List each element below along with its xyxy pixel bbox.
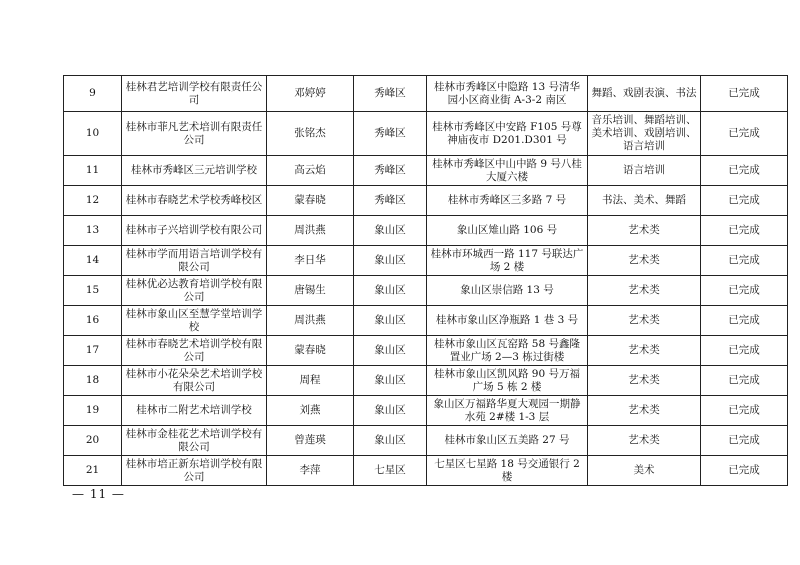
- address-cell: 桂林市象山区五美路 27 号: [427, 426, 588, 456]
- address-cell: 象山区崇信路 13 号: [427, 276, 588, 306]
- page-number: — 11 —: [72, 487, 125, 501]
- school-name-cell: 桂林优必达教育培训学校有限公司: [122, 276, 267, 306]
- school-name-cell: 桂林市小花朵朵艺术培训学校有限公司: [122, 366, 267, 396]
- row-number-cell: 13: [64, 216, 122, 246]
- row-number-cell: 19: [64, 396, 122, 426]
- training-scope-cell: 艺术类: [588, 216, 701, 246]
- address-cell: 七星区七星路 18 号交通银行 2 楼: [427, 456, 588, 486]
- district-cell: 象山区: [354, 276, 427, 306]
- status-cell: 已完成: [701, 186, 788, 216]
- row-number-cell: 16: [64, 306, 122, 336]
- district-cell: 象山区: [354, 336, 427, 366]
- address-cell: 桂林市象山区净瓶路 1 巷 3 号: [427, 306, 588, 336]
- contact-person-cell: 蒙春晓: [267, 336, 354, 366]
- table-row: [64, 112, 788, 156]
- contact-person-cell: 蒙春晓: [267, 186, 354, 216]
- address-cell: 桂林市秀峰区三多路 7 号: [427, 186, 588, 216]
- district-cell: 象山区: [354, 306, 427, 336]
- row-number-cell: 18: [64, 366, 122, 396]
- contact-person-cell: 高云焰: [267, 156, 354, 186]
- row-number-cell: 15: [64, 276, 122, 306]
- address-cell: 桂林市象山区瓦窑路 58 号鑫隆置业广场 2—3 栋过街楼: [427, 336, 588, 366]
- training-scope-cell: 美术: [588, 456, 701, 486]
- table-row: [64, 216, 788, 246]
- row-number-cell: 11: [64, 156, 122, 186]
- training-scope-cell: 艺术类: [588, 366, 701, 396]
- status-cell: 已完成: [701, 216, 788, 246]
- table-row: [64, 366, 788, 396]
- training-scope-cell: 艺术类: [588, 336, 701, 366]
- training-scope-cell: 艺术类: [588, 276, 701, 306]
- district-cell: 象山区: [354, 246, 427, 276]
- district-cell: 秀峰区: [354, 112, 427, 156]
- table-row: [64, 426, 788, 456]
- address-cell: 桂林市象山区凯风路 90 号万福广场 5 栋 2 楼: [427, 366, 588, 396]
- school-name-cell: 桂林市秀峰区三元培训学校: [122, 156, 267, 186]
- training-scope-cell: 艺术类: [588, 306, 701, 336]
- status-cell: 已完成: [701, 396, 788, 426]
- status-cell: 已完成: [701, 276, 788, 306]
- district-cell: 象山区: [354, 426, 427, 456]
- district-cell: 象山区: [354, 366, 427, 396]
- table-row: [64, 336, 788, 366]
- status-cell: 已完成: [701, 246, 788, 276]
- row-number-cell: 21: [64, 456, 122, 486]
- table-row: [64, 456, 788, 486]
- row-number-cell: 12: [64, 186, 122, 216]
- table-row: [64, 186, 788, 216]
- training-scope-cell: 书法、美术、舞蹈: [588, 186, 701, 216]
- training-scope-cell: 舞蹈、戏剧表演、书法: [588, 76, 701, 112]
- row-number-cell: 17: [64, 336, 122, 366]
- address-cell: 桂林市秀峰区中山中路 9 号八桂大厦六楼: [427, 156, 588, 186]
- status-cell: 已完成: [701, 112, 788, 156]
- table-row: [64, 306, 788, 336]
- address-cell: 桂林市环城西一路 117 号联达广场 2 楼: [427, 246, 588, 276]
- district-cell: 秀峰区: [354, 76, 427, 112]
- contact-person-cell: 邓婷婷: [267, 76, 354, 112]
- school-name-cell: 桂林市春晓艺术培训学校有限公司: [122, 336, 267, 366]
- row-number-cell: 10: [64, 112, 122, 156]
- table-row: [64, 276, 788, 306]
- school-name-cell: 桂林市金桂花艺术培训学校有限公司: [122, 426, 267, 456]
- table-row: [64, 246, 788, 276]
- status-cell: 已完成: [701, 156, 788, 186]
- table-row: [64, 156, 788, 186]
- school-name-cell: 桂林市二附艺术培训学校: [122, 396, 267, 426]
- status-cell: 已完成: [701, 336, 788, 366]
- row-number-cell: 14: [64, 246, 122, 276]
- contact-person-cell: 周洪燕: [267, 216, 354, 246]
- contact-person-cell: 周洪燕: [267, 306, 354, 336]
- district-cell: 象山区: [354, 396, 427, 426]
- status-cell: 已完成: [701, 76, 788, 112]
- school-name-cell: 桂林市培正新东培训学校有限公司: [122, 456, 267, 486]
- table-row: [64, 396, 788, 426]
- status-cell: 已完成: [701, 306, 788, 336]
- school-name-cell: 桂林君艺培训学校有限责任公司: [122, 76, 267, 112]
- table-body: [64, 76, 788, 486]
- district-cell: 象山区: [354, 216, 427, 246]
- status-cell: 已完成: [701, 426, 788, 456]
- table-row: [64, 76, 788, 112]
- address-cell: 桂林市秀峰区中隐路 13 号清华园小区商业街 A-3-2 南区: [427, 76, 588, 112]
- status-cell: 已完成: [701, 366, 788, 396]
- district-cell: 七星区: [354, 456, 427, 486]
- training-scope-cell: 艺术类: [588, 396, 701, 426]
- district-cell: 秀峰区: [354, 156, 427, 186]
- contact-person-cell: 李日华: [267, 246, 354, 276]
- contact-person-cell: 刘燕: [267, 396, 354, 426]
- school-name-cell: 桂林市子兴培训学校有限公司: [122, 216, 267, 246]
- row-number-cell: 9: [64, 76, 122, 112]
- row-number-cell: 20: [64, 426, 122, 456]
- status-cell: 已完成: [701, 456, 788, 486]
- training-scope-cell: 艺术类: [588, 246, 701, 276]
- school-name-cell: 桂林市象山区至慧学堂培训学校: [122, 306, 267, 336]
- school-name-cell: 桂林市菲凡艺术培训有限责任公司: [122, 112, 267, 156]
- school-name-cell: 桂林市春晓艺术学校秀峰校区: [122, 186, 267, 216]
- training-scope-cell: 艺术类: [588, 426, 701, 456]
- address-cell: 象山区万福路华夏大观园一期静水苑 2#楼 1-3 层: [427, 396, 588, 426]
- training-scope-cell: 音乐培训、舞蹈培训、美术培训、戏剧培训、语言培训: [588, 112, 701, 156]
- district-cell: 秀峰区: [354, 186, 427, 216]
- contact-person-cell: 张铭杰: [267, 112, 354, 156]
- contact-person-cell: 曾莲瑛: [267, 426, 354, 456]
- training-scope-cell: 语言培训: [588, 156, 701, 186]
- contact-person-cell: 唐锡生: [267, 276, 354, 306]
- contact-person-cell: 李萍: [267, 456, 354, 486]
- school-name-cell: 桂林市学而用语言培训学校有限公司: [122, 246, 267, 276]
- contact-person-cell: 周程: [267, 366, 354, 396]
- address-cell: 象山区雉山路 106 号: [427, 216, 588, 246]
- school-registry-table: [63, 75, 788, 486]
- address-cell: 桂林市秀峰区中安路 F105 号尊神庙夜市 D201.D301 号: [427, 112, 588, 156]
